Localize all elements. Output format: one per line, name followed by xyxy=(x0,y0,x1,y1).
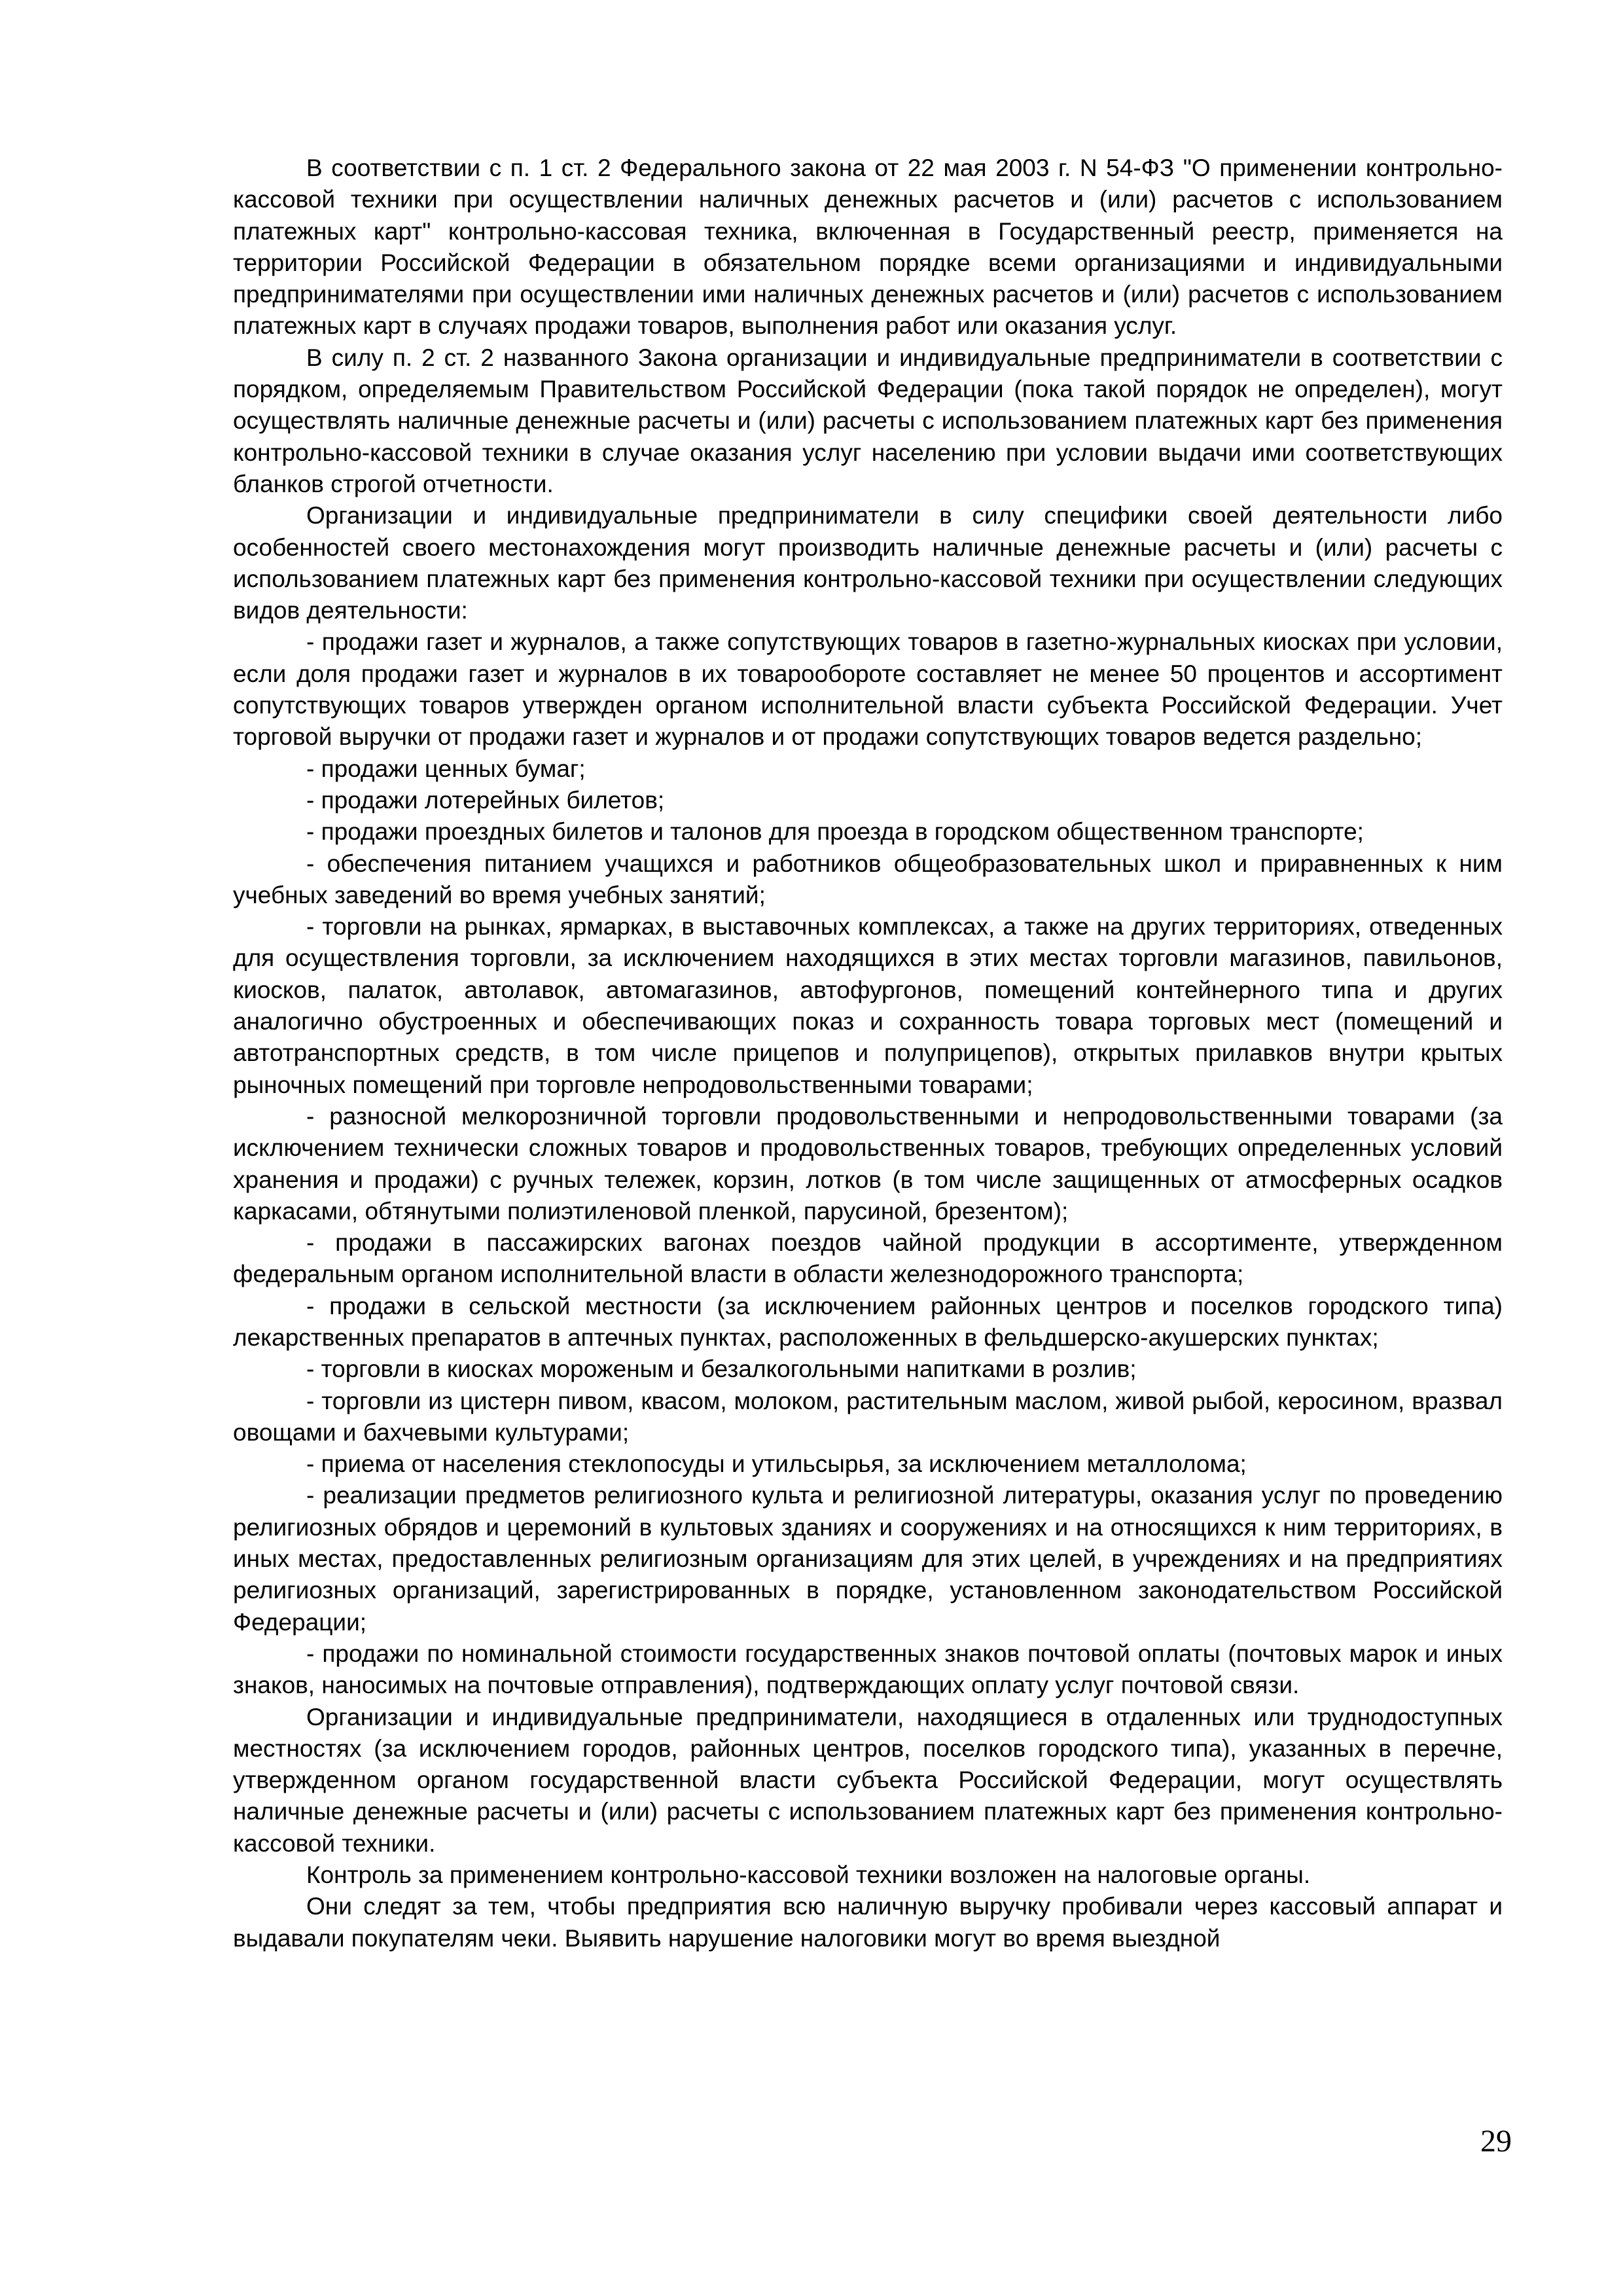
paragraph-remote-areas: Организации и индивидуальные предприниматели, находящиеся в отдаленных или труднодоступных местностях (за исключением городов, районных центров, поселков городского типа), указанных в перечне, утвержденном органом государственной власти субъекта Российской Федерации, могут осуществлять наличные денежные расчеты и (или) расчеты с использованием платежных карт без применения контрольно-кассовой техники. xyxy=(233,1703,1503,1857)
list-item-rural-pharmacy: - продажи в сельской местности (за исключением районных центров и поселков городского типа) лекарственных препаратов в аптечных пунктах, расположенных в фельдшерско-акушерских пунктах; xyxy=(233,1292,1503,1351)
paragraph-tax-control: Контроль за применением контрольно-кассовой техники возложен на налоговые органы. xyxy=(306,1861,1311,1889)
list-item-lottery: - продажи лотерейных билетов; xyxy=(306,786,665,814)
list-item-peddling-trade: - разносной мелкорозничной торговли продовольственными и непродовольственными товарами (за исключением технически сложных товаров и продовольственных товаров, требующих определенных условий хранения и продажи) с ручных тележек, корзин, лотков (в том числе защищенных от атмосферных осадков каркасами, обтянутыми полиэтиленовой пленкой, парусиной, брезентом); xyxy=(233,1102,1503,1225)
list-item-tank-trade: - торговли из цистерн пивом, квасом, молоком, растительным маслом, живой рыбой, керосином, вразвал овощами и бахчевыми культурами; xyxy=(233,1387,1503,1446)
paragraph-strict-reporting-forms: В силу п. 2 ст. 2 названного Закона организации и индивидуальные предприниматели в соответствии с порядком, определяемым Правительством Российской Федерации (пока такой порядок не определен), могут осуществлять наличные денежные расчеты и (или) расчеты с использованием платежных карт без применения контрольно-кассовой техники в случае оказания услуг населению при условии выдачи ими соответствующих бланков строгой отчетности. xyxy=(233,344,1503,497)
paragraph-law-54fz-application: В соответствии с п. 1 ст. 2 Федерального закона от 22 мая 2003 г. N 54-ФЗ "О применении контрольно-кассовой техники при осуществлении наличных денежных расчетов и (или) расчетов с использованием платежных карт" контрольно-кассовая техника, включенная в Государственный реестр, применяется на территории Российской Федерации в обязательном порядке всеми организациями и индивидуальными предпринимателями при осуществлении ими наличных денежных расчетов и (или) расчетов с использованием платежных карт в случаях продажи товаров, выполнения работ или оказания услуг. xyxy=(233,154,1503,340)
list-item-kiosk-icecream: - торговли в киосках мороженым и безалкогольными напитками в розлив; xyxy=(306,1355,1137,1383)
list-item-train-tea: - продажи в пассажирских вагонах поездов чайной продукции в ассортименте, утвержденном федеральным органом исполнительной власти в области железнодорожного транспорта; xyxy=(233,1229,1503,1288)
list-item-religious-items: - реализации предметов религиозного культа и религиозной литературы, оказания услуг по проведению религиозных обрядов и церемоний в культовых зданиях и сооружениях и на относящихся к ним территориях, в иных местах, предоставленных религиозным организациям для этих целей, в учреждениях и на предприятиях религиозных организаций, зарегистрированных в порядке, установленном законодательством Российской Федерации; xyxy=(233,1482,1503,1636)
list-item-newspapers: - продажи газет и журналов, а также сопутствующих товаров в газетно-журнальных киосках при условии, если доля продажи газет и журналов в их товарообороте составляет не менее 50 процентов и ассортимент сопутствующих товаров утвержден органом исполнительной власти субъекта Российской Федерации. Учет торговой выручки от продажи газет и журналов и от продажи сопутствующих товаров ведется раздельно; xyxy=(233,628,1503,751)
page-number: 29 xyxy=(1480,2124,1512,2159)
list-item-postage-stamps: - продажи по номинальной стоимости государственных знаков почтовой оплаты (почтовых марок и иных знаков, наносимых на почтовые отправления), подтверждающих оплату услуг почтовой связи. xyxy=(233,1640,1503,1699)
paragraph-receipts-check: Они следят за тем, чтобы предприятия всю наличную выручку пробивали через кассовый аппарат и выдавали покупателям чеки. Выявить нарушение налоговики могут во время выездной xyxy=(233,1893,1503,1952)
paragraph-exemption-intro: Организации и индивидуальные предприниматели в силу специфики своей деятельности либо особенностей своего местонахождения могут производить наличные денежные расчеты и (или) расчеты с использованием платежных карт без применения контрольно-кассовой техники при осуществлении следующих видов деятельности: xyxy=(233,502,1503,624)
list-item-school-catering: - обеспечения питанием учащихся и работников общеобразовательных школ и приравненных к ним учебных заведений во время учебных занятий; xyxy=(233,850,1503,908)
document-body xyxy=(233,152,1503,1954)
list-item-glassware-collection: - приема от населения стеклопосуды и утильсырья, за исключением металлолома; xyxy=(306,1450,1247,1478)
list-item-market-trade: - торговли на рынках, ярмарках, в выставочных комплексах, а также на других территориях, отведенных для осуществления торговли, за исключением находящихся в этих местах торговли магазинов, павильонов, киосков, палаток, автолавок, автомагазинов, автофургонов, помещений контейнерного типа и других аналогично обустроенных и обеспечивающих показ и сохранность товара торговых мест (помещений и автотранспортных средств, в том числе прицепов и полуприцепов), открытых прилавков внутри крытых рыночных помещений при торговле непродовольственными товарами; xyxy=(233,913,1503,1098)
list-item-transport-tickets: - продажи проездных билетов и талонов для проезда в городском общественном транспорте; xyxy=(306,818,1364,846)
list-item-securities: - продажи ценных бумаг; xyxy=(306,755,586,782)
